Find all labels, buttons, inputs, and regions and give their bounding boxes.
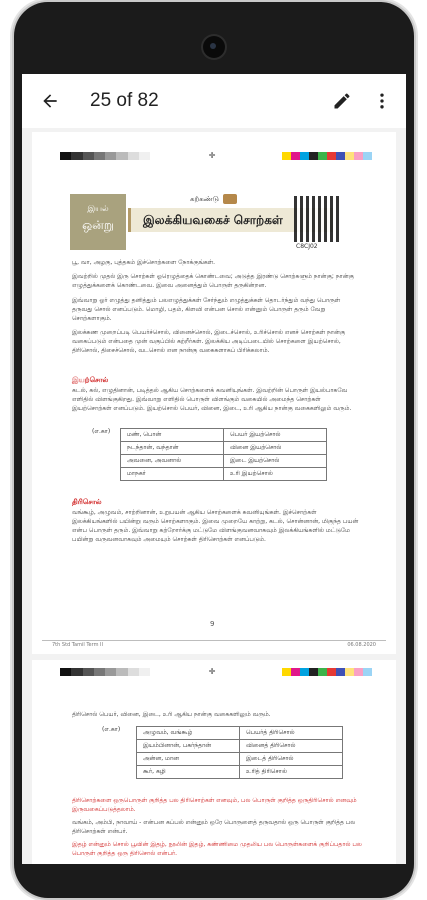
- table-cell: இடை இயற்சொல்: [224, 455, 327, 468]
- document-page: [32, 660, 396, 864]
- color-strip: [282, 668, 372, 676]
- lesson-title-banner: இலக்கியவகைச் சொற்கள்: [128, 208, 333, 232]
- grayscale-strip: [60, 668, 150, 676]
- table-cell: வினை இயற்சொல்: [224, 442, 327, 455]
- table-cell: மண், பொன்: [121, 429, 224, 442]
- paragraph: இதழ் என்னும் சொல் பூவின் இதழ், நூலின் இதழ், கண்ணிமை முதலிய பல பொருள்களைக் குறிப்பதால் பல பொருள் குறித்த ஒரு திரிசொல் என்பர்.: [72, 841, 362, 857]
- pencil-icon[interactable]: [330, 89, 354, 113]
- table-cell: அவனை, அவனால்: [121, 455, 224, 468]
- grayscale-strip: [60, 152, 150, 160]
- footer-right: 06.08.2020: [347, 642, 376, 648]
- book-icon: [223, 194, 237, 204]
- arrow-back-icon[interactable]: [38, 89, 62, 113]
- registration-mark: ✛: [208, 151, 216, 160]
- registration-mark: ✛: [208, 667, 216, 676]
- app-bar: [22, 74, 406, 128]
- table-row: [121, 468, 327, 481]
- table-row: [137, 740, 343, 753]
- table-row: [121, 442, 327, 455]
- page-counter-title: 25 of 82: [90, 90, 159, 111]
- crop-line: [42, 640, 386, 641]
- table-row: [137, 727, 343, 740]
- table-cell: பெயர் இயற்சொல்: [224, 429, 327, 442]
- table-row: [137, 766, 343, 779]
- paragraph: வங்கூழ், அழுவம், சாற்றினான், உறுபயன் ஆகிய சொற்களைக் கவனியுங்கள். இச்சொற்கள் இலக்கியங்களில் பயின்று வரும் சொற்களாகும். இவை முறையே காற்று, கடல், சொன்னான், மிகுந்த பயன் என்ப பொருள் தரும். இவ்வாறு கற்றோர்க்கு மட்டுமே விளங்குவனவாகவும் இலக்கியங்களில் மட்டுமே பயின்று வருவனவாகவும் அமையும் சொற்கள் திரிசொற்கள் எனப்படும்.: [72, 509, 359, 543]
- table-cell: உரித் திரிசொல்: [240, 766, 343, 779]
- paragraph: திரிசொற்களை ஒருபொருள் குறித்த பல திரிசொற்கள் எனவும், பல பொருள் குறித்த ஒருதிரிசொல் எனவும் இருவகைப்படுத்தலாம்.: [72, 797, 357, 813]
- example-table: [136, 726, 343, 779]
- table-row: [137, 753, 343, 766]
- lesson-header: [70, 194, 320, 250]
- table-row: [121, 455, 327, 468]
- table-cell: இடைத் திரிசொல்: [240, 753, 343, 766]
- paragraph: பூ, வா, அழகு, புத்தகம் இச்சொற்களை நோக்குங்கள்.: [72, 259, 216, 266]
- topic-text: கற்கண்டு: [190, 195, 219, 203]
- volume-button: [414, 230, 418, 284]
- example-label: (எ.கா): [102, 726, 121, 733]
- footer-left: 7th Std Tamil Term II: [52, 642, 103, 648]
- more-vert-icon[interactable]: [370, 89, 394, 113]
- table-cell: இயம்பினான், பகர்ந்தான்: [137, 740, 240, 753]
- screen: [22, 74, 406, 864]
- front-camera: [203, 36, 225, 58]
- example-label: (எ.கா): [92, 428, 111, 435]
- paragraph: வங்கம், அம்பி, நாவாய் - என்பன கப்பல் என்னும் ஒரே பொருளைத் தருவதால் ஒரு பொருள் குறித்த பல திரிசொற்கள் என்பர்.: [72, 819, 356, 835]
- tag-line-2: ஒன்று: [82, 218, 114, 232]
- paragraph: இவ்வாறு ஓர் எழுத்து தனித்தும் பலஎழுத்துக்கள் சேர்ந்தும் எழுத்துக்கள் தொடர்ந்தும் வந்து பொருள் தருவது சொல் எனப்படும். மொழி, பதம், கிளவி என்பன சொல் என்னும் பொருள் தரும் வேறு சொற்களாகும்.: [72, 297, 341, 322]
- table-cell: வினைத் திரிசொல்: [240, 740, 343, 753]
- tag-line-1: இயல்: [87, 204, 109, 213]
- document-viewer[interactable]: [22, 128, 406, 864]
- lesson-tag: [70, 194, 126, 250]
- document-page: [32, 132, 396, 654]
- section-heading: திரிசொல்: [72, 498, 102, 506]
- example-table: [120, 428, 327, 481]
- paragraph: திரிசொல் பெயர், வினை, இடை, உரி ஆகிய நான்கு வகைகளிலும் வரும்.: [72, 711, 271, 718]
- table-cell: அழுவம், வங்கூழ்: [137, 727, 240, 740]
- paragraph: இவற்றில் முதல் இரு சொற்கள் ஓரெழுத்தைக் கொண்டவை; அடுத்த இரண்டு சொற்களும் நான்கு; நான்கு எழுத்துக்களைக் கொண்டவை. இவை அனைத்தும் பொருள் தருகின்றன.: [72, 273, 354, 289]
- color-strip: [282, 152, 372, 160]
- table-cell: கூர், கழி: [137, 766, 240, 779]
- table-cell: நடந்தான், வந்தான்: [121, 442, 224, 455]
- section-heading: இயற்சொல்: [72, 376, 109, 384]
- table-cell: உரி இயற்சொல்: [224, 468, 327, 481]
- table-cell: மாநகர்: [121, 468, 224, 481]
- table-row: [121, 429, 327, 442]
- phone-frame: [14, 2, 414, 898]
- table-cell: பெயர்த் திரிசொல்: [240, 727, 343, 740]
- paragraph: இலக்கண முறைப்படி பெயர்ச்சொல், வினைச்சொல், இடைச்சொல், உரிச்சொல் எனச் சொற்கள் நான்கு வகைப்படும் என்பதை முன் வகுப்பில் கற்றீர்கள். இலக்கிய அடிப்படையில் சொற்களை இயற்சொல், திரிசொல், திசைச்சொல், வடசொல் என நான்கு வகைகளாகப் பிரிக்கலாம்.: [72, 329, 346, 354]
- page-number: 9: [210, 620, 215, 628]
- qr-code-label: C8CJ02: [296, 243, 318, 250]
- qr-code-image: [294, 196, 340, 242]
- power-button: [414, 330, 418, 366]
- paragraph: கடல், கல், எழுதினான், படித்தல் ஆகிய சொற்களைக் கவனியுங்கள். இவற்றின் பொருள் இயல்பாகவே எளிதில் விளங்குகிறது. இவ்வாறு எளிதில் பொருள் விளங்கும் வகையில் அமைந்த சொற்கள் இயற்சொற்கள் எனப்படும். இயற்சொல் பெயர், வினை, இடை, உரி ஆகிய நான்கு வகைகளிலும் வரும்.: [72, 387, 352, 412]
- topic-label: [190, 194, 237, 204]
- table-cell: அன்ன, மான: [137, 753, 240, 766]
